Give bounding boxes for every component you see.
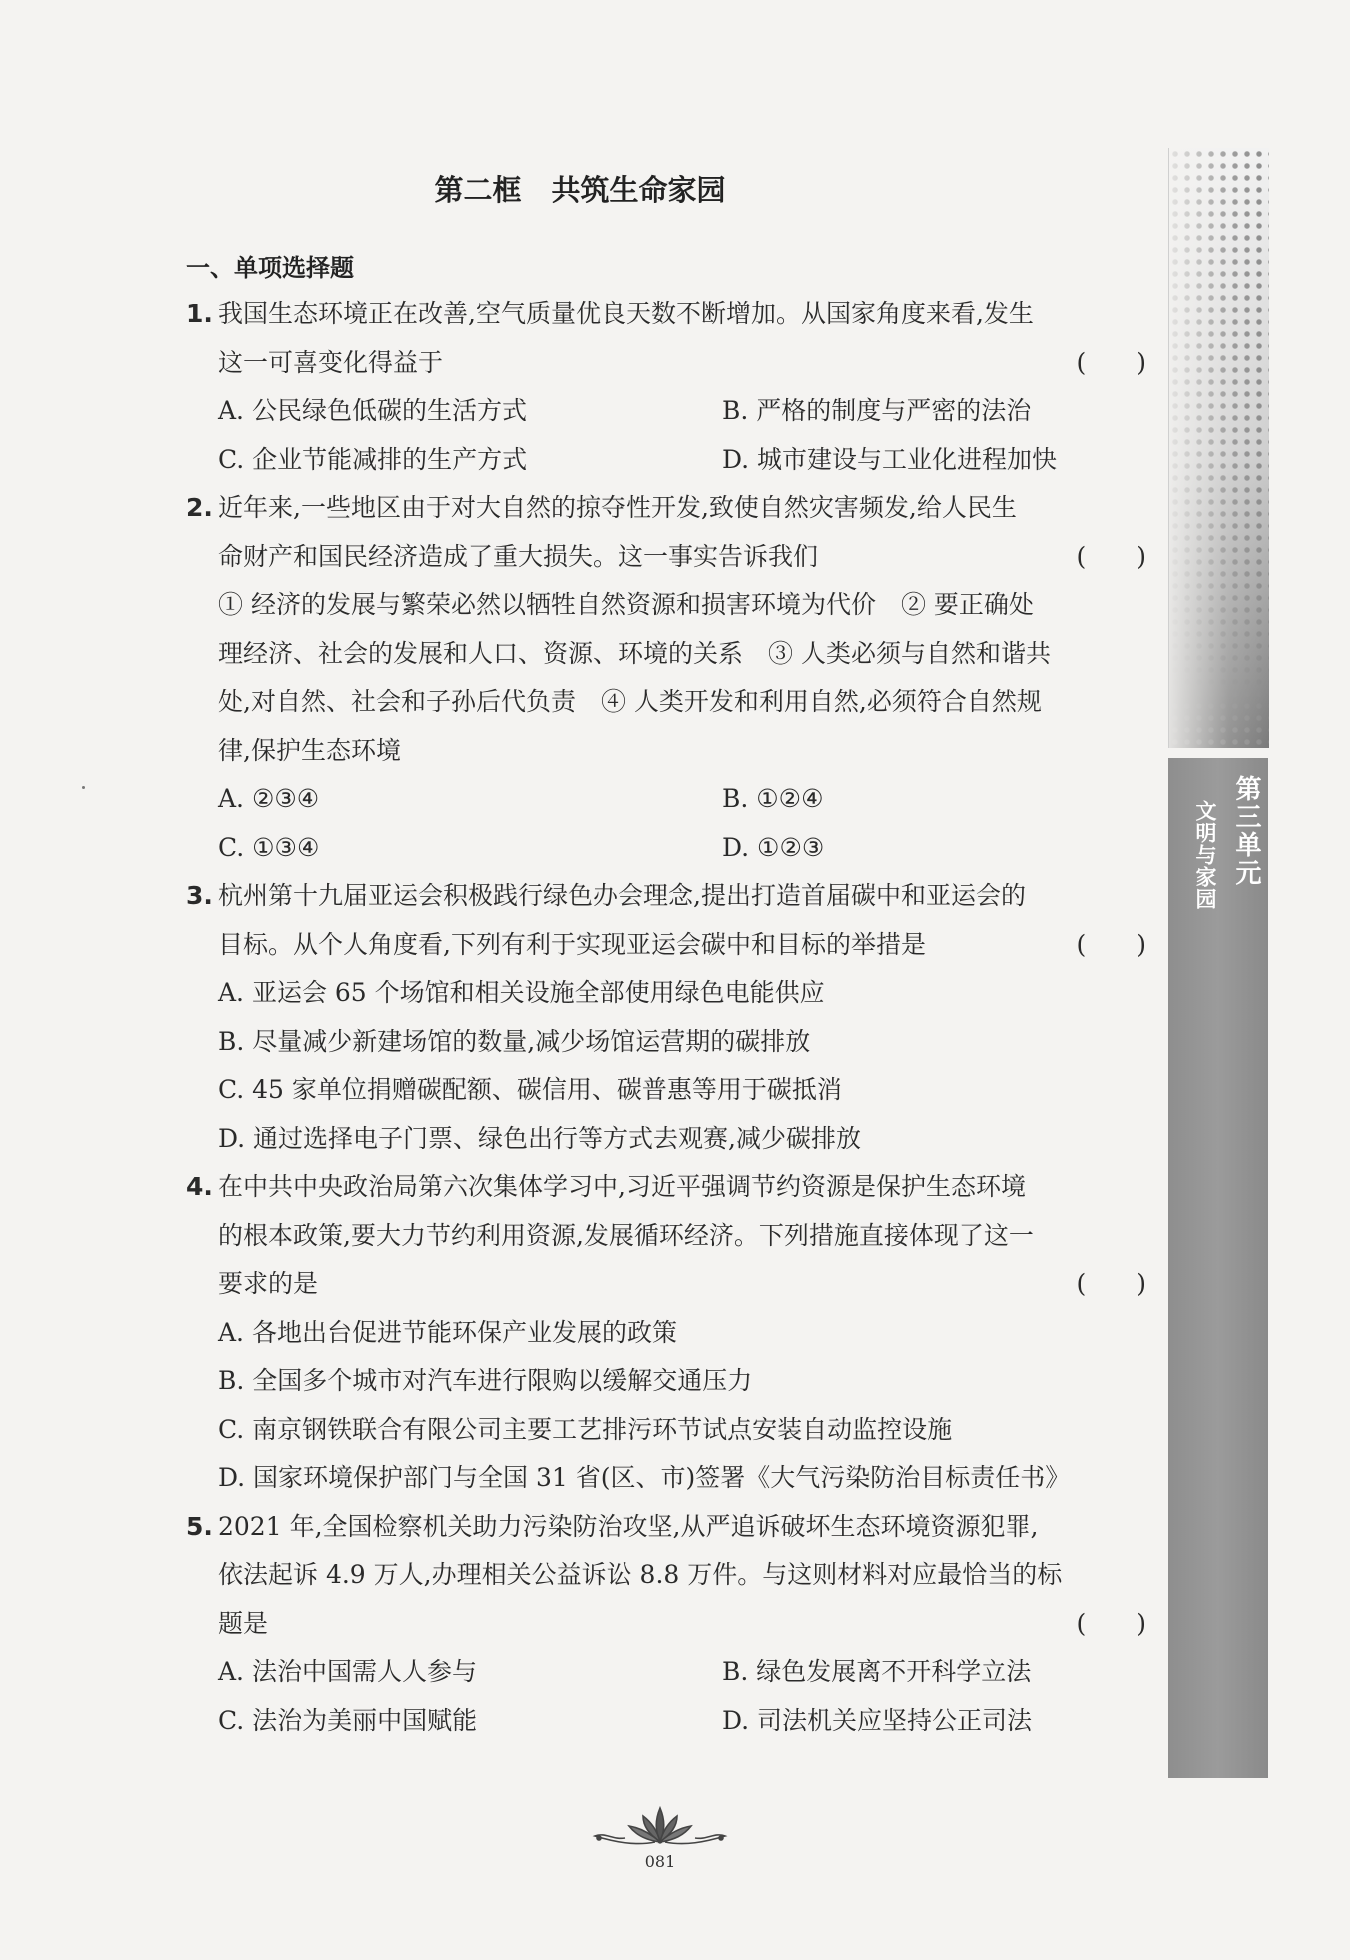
unit-tab-subtitle: 文明与家园: [1193, 800, 1217, 910]
answer-option[interactable]: C. 南京钢铁联合有限公司主要工艺排污环节试点安装自动监控设施: [218, 1414, 953, 1444]
answer-option[interactable]: B. 全国多个城市对汽车进行限购以缓解交通压力: [218, 1366, 753, 1395]
question-1: [186, 290, 1146, 484]
answer-blank[interactable]: ( ): [1076, 1608, 1146, 1638]
answer-blank[interactable]: ( ): [1076, 1269, 1146, 1298]
answer-option[interactable]: A. ②③④: [218, 784, 320, 813]
question-text: 依法起诉 4.9 万人,办理相关公益诉讼 8.8 万件。与这则材料对应最恰当的标: [218, 1560, 1063, 1589]
answer-option[interactable]: D. 城市建设与工业化进程加快: [722, 444, 1058, 474]
answer-blank[interactable]: ( ): [1076, 541, 1146, 571]
title-part-1: 第二框: [434, 173, 522, 207]
question-5: [186, 1503, 1146, 1746]
answer-option[interactable]: B. 绿色发展离不开科学立法: [722, 1657, 1032, 1686]
page-number: 081: [644, 1852, 676, 1871]
answer-blank[interactable]: ( ): [1076, 929, 1146, 959]
question-number: 4.: [186, 1172, 213, 1201]
flourish-ornament-icon: [585, 1802, 735, 1850]
question-line: [186, 581, 1146, 630]
question-line: [186, 921, 1146, 970]
question-text: 2021 年,全国检察机关助力污染防治攻坚,从严追诉破坏生态环境资源犯罪,: [218, 1511, 1039, 1541]
answer-option[interactable]: D. 通过选择电子门票、绿色出行等方式去观赛,减少碳排放: [218, 1123, 861, 1153]
question-text: 命财产和国民经济造成了重大损失。这一事实告诉我们: [218, 541, 819, 571]
question-line: [186, 1212, 1146, 1261]
question-text: 这一可喜变化得益于: [218, 347, 444, 377]
page-title: [0, 168, 1160, 209]
speck: [82, 786, 85, 789]
answer-option[interactable]: B. ①②④: [722, 784, 824, 813]
answer-option[interactable]: C. ①③④: [218, 832, 320, 862]
side-decoration: [1168, 148, 1269, 748]
option-row: [186, 824, 1146, 873]
question-text: 处,对自然、社会和子孙后代负责 ④ 人类开发和利用自然,必须符合自然规: [218, 687, 1042, 716]
question-line: [186, 727, 1146, 776]
answer-option[interactable]: D. 司法机关应坚持公正司法: [722, 1705, 1033, 1735]
answer-option[interactable]: A. 法治中国需人人参与: [218, 1657, 477, 1686]
question-text: 要求的是: [218, 1269, 319, 1298]
option-row: [186, 1648, 1146, 1697]
question-line: [186, 1503, 1146, 1552]
question-line: [186, 630, 1146, 679]
answer-option[interactable]: B. 严格的制度与严密的法治: [722, 396, 1032, 425]
question-2: [186, 484, 1146, 872]
question-text: 理经济、社会的发展和人口、资源、环境的关系 ③ 人类必须与自然和谐共: [218, 638, 1051, 668]
question-text: 近年来,一些地区由于对大自然的掠夺性开发,致使自然灾害频发,给人民生: [218, 493, 1017, 522]
title-part-2: 共筑生命家园: [551, 173, 726, 207]
answer-option[interactable]: A. 公民绿色低碳的生活方式: [218, 396, 527, 425]
question-3: [186, 872, 1146, 1163]
answer-option[interactable]: A. 亚运会 65 个场馆和相关设施全部使用绿色电能供应: [218, 978, 825, 1007]
answer-option[interactable]: C. 45 家单位捐赠碳配额、碳信用、碳普惠等用于碳抵消: [218, 1075, 842, 1104]
question-line: [186, 872, 1146, 921]
question-line: [186, 339, 1146, 388]
question-list: [186, 290, 1146, 1745]
question-line: [186, 533, 1146, 582]
question-text: 题是: [218, 1608, 269, 1638]
question-line: [186, 290, 1146, 339]
answer-option[interactable]: B. 尽量减少新建场馆的数量,减少场馆运营期的碳排放: [218, 1026, 811, 1056]
answer-option[interactable]: D. 国家环境保护部门与全国 31 省(区、市)签署《大气污染防治目标责任书》: [218, 1463, 1071, 1492]
question-text: 在中共中央政治局第六次集体学习中,习近平强调节约资源是保护生态环境: [218, 1172, 1026, 1201]
option-row: [186, 387, 1146, 436]
unit-tab: [1168, 758, 1268, 1778]
unit-tab-label: 第三单元: [1231, 775, 1261, 887]
question-text: 目标。从个人角度看,下列有利于实现亚运会碳中和目标的举措是: [218, 929, 926, 959]
question-4: [186, 1163, 1146, 1503]
question-line: [186, 1600, 1146, 1649]
question-number: 5.: [186, 1511, 213, 1541]
question-number: 2.: [186, 493, 213, 522]
answer-option[interactable]: C. 法治为美丽中国赋能: [218, 1705, 478, 1735]
option-row: [186, 1697, 1146, 1746]
question-line: [186, 678, 1146, 727]
answer-blank[interactable]: ( ): [1076, 347, 1146, 377]
question-line: [186, 1551, 1146, 1600]
question-text: 律,保护生态环境: [218, 735, 401, 765]
question-text: ① 经济的发展与繁荣必然以牺牲自然资源和损害环境为代价 ② 要正确处: [218, 590, 1034, 619]
answer-option[interactable]: D. ①②③: [722, 832, 825, 862]
question-text: 的根本政策,要大力节约利用资源,发展循环经济。下列措施直接体现了这一: [218, 1220, 1034, 1250]
section-heading: 一、单项选择题: [186, 254, 354, 282]
question-line: [186, 1163, 1146, 1212]
answer-option[interactable]: A. 各地出台促进节能环保产业发展的政策: [218, 1317, 677, 1347]
question-line: [186, 1260, 1146, 1309]
question-number: 3.: [186, 881, 213, 910]
answer-option[interactable]: C. 企业节能减排的生产方式: [218, 444, 528, 474]
question-line: [186, 484, 1146, 533]
question-text: 我国生态环境正在改善,空气质量优良天数不断增加。从国家角度来看,发生: [218, 299, 1034, 328]
option-row: [186, 436, 1146, 485]
option-row: [186, 775, 1146, 824]
question-number: 1.: [186, 299, 213, 328]
question-text: 杭州第十九届亚运会积极践行绿色办会理念,提出打造首届碳中和亚运会的: [218, 881, 1026, 910]
